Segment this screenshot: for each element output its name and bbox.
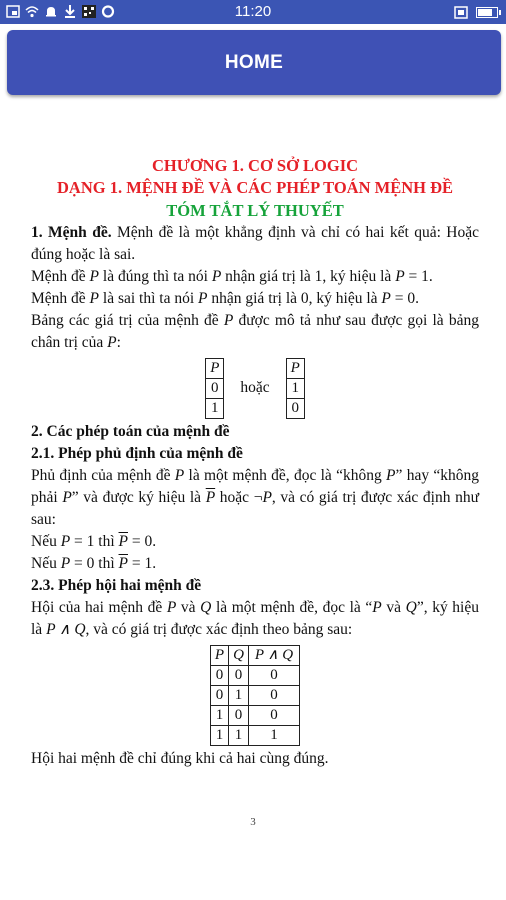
section-1-title: 1. Mệnh đề. — [31, 223, 112, 241]
document-page — [31, 155, 479, 770]
conclusion-text: Hội hai mệnh đề chỉ đúng khi cả hai cùng đúng. — [31, 749, 329, 767]
truth-table-p-b: P 1 0 — [286, 358, 305, 419]
section-1-paragraph: 1. Mệnh đề. Mệnh đề là một khẳng định và chỉ có hai kết quả: Hoặc đúng hoặc là sai. — [31, 223, 480, 263]
truth-table-p-a: P 0 1 — [205, 358, 224, 419]
negation-case-2: Nếu P = 0 thì $\overline{P} = 1$. — [31, 554, 157, 572]
hoac-label: hoặc — [240, 379, 270, 397]
section-2-1-title: 2.1. Phép phủ định của mệnh đề — [31, 444, 243, 462]
table-row: 0 1 0 — [210, 685, 299, 705]
app-bar — [7, 30, 501, 95]
conjunction-paragraph: Hội của hai mệnh đề P và Q là một mệnh đề, đọc là “P và Q”, ký hiệu là P ∧ Q, và có giá trị được xác định theo bảng sau: — [31, 598, 479, 638]
true-definition: Mệnh đề P là đúng thì ta nói P nhận giá trị là 1, ký hiệu là P = 1. — [31, 267, 433, 285]
status-bar — [0, 0, 506, 24]
table-row: 0 0 0 — [210, 665, 299, 685]
section-2-3-title: 2.3. Phép hội hai mệnh đề — [31, 576, 202, 594]
page-number: 3 — [250, 816, 256, 828]
negation-case-1: Nếu P = 1 thì $\overline{P} = 0$. — [31, 532, 157, 550]
single-truth-tables — [31, 358, 479, 419]
table-header-row: P Q P ∧ Q — [210, 645, 299, 665]
negation-paragraph: Phủ định của mệnh đề P là một mệnh đề, đọc là “không P” hay “không phải P” và được ký hiệu là $\overline{P}$ hoặc ¬P, và có giá trị được xác định như sau: — [31, 466, 480, 528]
false-definition: Mệnh đề P là sai thì ta nói P nhận giá trị là 0, ký hiệu là P = 0. — [31, 289, 419, 307]
table-row: 1 0 0 — [210, 705, 299, 725]
notification-icon — [454, 5, 468, 20]
conjunction-table — [210, 645, 300, 746]
section-2-title: 2. Các phép toán của mệnh đề — [31, 422, 230, 440]
status-right-icons — [454, 5, 498, 20]
dang-title: DẠNG 1. MỆNH ĐỀ VÀ CÁC PHÉP TOÁN MỆNH ĐỀ — [56, 178, 454, 198]
truth-table-intro: Bảng các giá trị của mệnh đề P được mô tả như sau được gọi là bảng chân trị của P: — [31, 311, 479, 351]
conjunction-table-wrap — [31, 645, 479, 746]
chapter-title: CHƯƠNG 1. CƠ SỞ LOGIC — [151, 156, 359, 175]
table-row: 1 1 1 — [210, 725, 299, 745]
battery-icon — [476, 7, 498, 18]
home-button[interactable]: HOME — [224, 51, 284, 73]
summary-title: TÓM TẮT LÝ THUYẾT — [166, 200, 344, 220]
status-time: 11:20 — [234, 3, 272, 20]
